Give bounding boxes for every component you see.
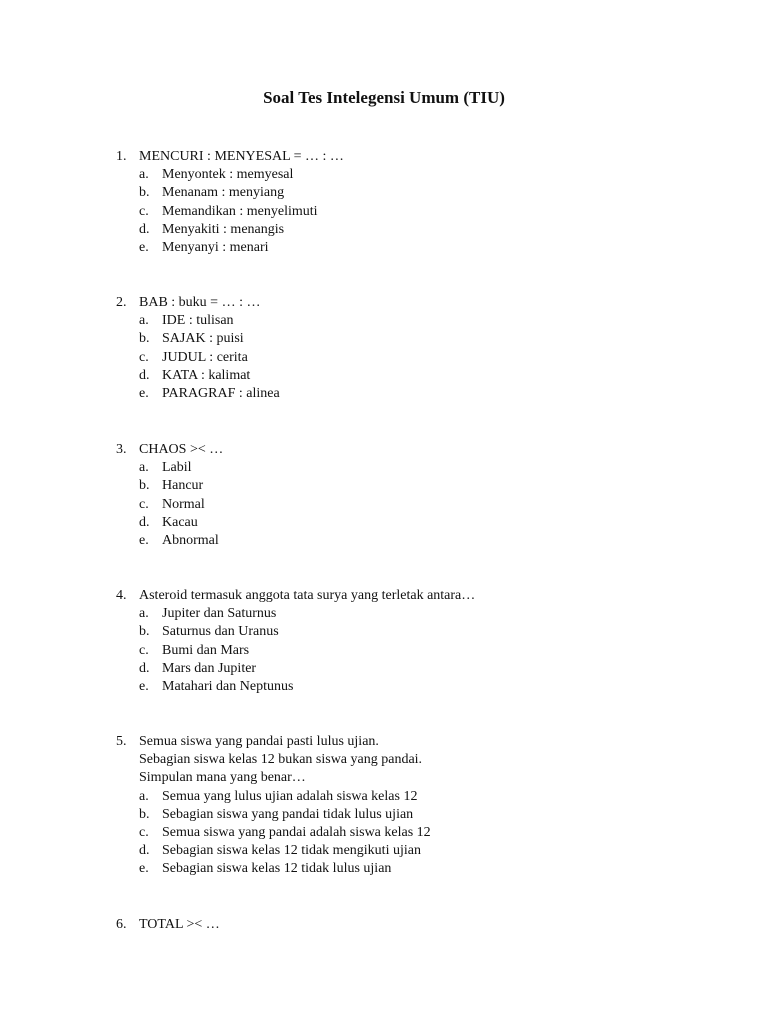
option-c: [116, 824, 676, 842]
option-letter: e.: [139, 240, 149, 256]
option-letter: e.: [139, 679, 149, 695]
option-text: Labil: [162, 460, 192, 476]
option-letter: a.: [139, 606, 149, 622]
question-1: [116, 148, 676, 257]
question-5: [116, 733, 676, 879]
option-letter: c.: [139, 825, 149, 841]
option-letter: c.: [139, 642, 149, 658]
option-a: [116, 788, 676, 806]
question-number: 2.: [116, 295, 127, 310]
option-text: SAJAK : puisi: [162, 331, 244, 347]
option-text: Menyontek : memyesal: [162, 167, 294, 183]
option-letter: d.: [139, 843, 150, 859]
question-number: 5.: [116, 734, 127, 749]
option-c: [116, 496, 676, 514]
question-text: MENCURI : MENYESAL = … : …: [139, 149, 344, 164]
option-text: Hancur: [162, 478, 204, 494]
option-b: [116, 623, 676, 641]
question-text: Semua siswa yang pandai pasti lulus ujian.: [139, 734, 379, 749]
option-d: [116, 221, 676, 239]
question-text: Asteroid termasuk anggota tata surya yang terletak antara…: [139, 588, 476, 603]
option-text: Matahari dan Neptunus: [162, 679, 294, 695]
question-text: CHAOS >< …: [139, 442, 224, 457]
option-letter: a.: [139, 167, 149, 183]
option-text: Sebagian siswa yang pandai tidak lulus ujian: [162, 806, 414, 822]
option-letter: e.: [139, 533, 149, 549]
option-text: Saturnus dan Uranus: [162, 624, 279, 640]
option-text: Menyanyi : menari: [162, 240, 269, 256]
option-c: [116, 642, 676, 660]
question-text: BAB : buku = … : …: [139, 295, 261, 310]
option-text: PARAGRAF : alinea: [162, 386, 280, 402]
question-stem: [116, 148, 676, 166]
option-letter: c.: [139, 496, 149, 512]
question-3: [116, 441, 676, 550]
option-b: [116, 477, 676, 495]
option-letter: c.: [139, 349, 149, 365]
question-stem: [116, 916, 676, 934]
option-b: [116, 806, 676, 824]
option-a: [116, 459, 676, 477]
question-stem: [116, 587, 676, 605]
option-text: Mars dan Jupiter: [162, 660, 257, 676]
option-letter: a.: [139, 460, 149, 476]
question-stem: [116, 294, 676, 312]
option-text: IDE : tulisan: [162, 313, 234, 329]
option-letter: b.: [139, 185, 150, 201]
question-number: 3.: [116, 442, 127, 457]
question-stem: [116, 441, 676, 459]
option-e: [116, 678, 676, 696]
option-letter: b.: [139, 331, 150, 347]
option-text: KATA : kalimat: [162, 367, 251, 383]
option-text: JUDUL : cerita: [162, 349, 248, 365]
option-letter: b.: [139, 624, 150, 640]
option-letter: b.: [139, 806, 150, 822]
question-number: 4.: [116, 588, 127, 603]
option-letter: e.: [139, 386, 149, 402]
option-b: [116, 330, 676, 348]
option-text: Menanam : menyiang: [162, 185, 285, 201]
option-text: Semua siswa yang pandai adalah siswa kelas 12: [162, 825, 431, 841]
question-4: [116, 587, 676, 696]
option-text: Kacau: [162, 514, 198, 530]
option-text: Memandikan : menyelimuti: [162, 203, 318, 219]
question-text-continued: Simpulan mana yang benar…: [139, 770, 306, 786]
option-text: Semua yang lulus ujian adalah siswa kelas 12: [162, 788, 418, 804]
question-text: TOTAL >< …: [139, 917, 220, 932]
option-letter: d.: [139, 660, 150, 676]
option-d: [116, 842, 676, 860]
option-letter: b.: [139, 478, 150, 494]
option-letter: a.: [139, 313, 149, 329]
question-number: 6.: [116, 917, 127, 932]
option-a: [116, 166, 676, 184]
option-letter: c.: [139, 203, 149, 219]
option-text: Sebagian siswa kelas 12 tidak mengikuti ujian: [162, 843, 421, 859]
option-letter: a.: [139, 788, 149, 804]
option-a: [116, 605, 676, 623]
option-e: [116, 385, 676, 403]
option-letter: e.: [139, 861, 149, 877]
option-text: Menyakiti : menangis: [162, 221, 285, 237]
question-2: [116, 294, 676, 403]
question-6: [116, 916, 676, 934]
option-e: [116, 860, 676, 878]
option-e: [116, 532, 676, 550]
option-text: Normal: [162, 496, 205, 512]
option-text: Abnormal: [162, 533, 219, 549]
option-text: Bumi dan Mars: [162, 642, 250, 658]
option-text: Jupiter dan Saturnus: [162, 606, 277, 622]
option-d: [116, 660, 676, 678]
option-letter: d.: [139, 221, 150, 237]
question-text-continued: Sebagian siswa kelas 12 bukan siswa yang pandai.: [139, 752, 423, 768]
option-b: [116, 184, 676, 202]
option-letter: d.: [139, 514, 150, 530]
option-letter: d.: [139, 367, 150, 383]
option-c: [116, 349, 676, 367]
option-a: [116, 312, 676, 330]
option-d: [116, 367, 676, 385]
option-c: [116, 203, 676, 221]
option-d: [116, 514, 676, 532]
question-stem: [116, 733, 676, 751]
document-title: Soal Tes Intelegensi Umum (TIU): [263, 88, 505, 107]
option-text: Sebagian siswa kelas 12 tidak lulus ujian: [162, 861, 392, 877]
option-e: [116, 239, 676, 257]
question-number: 1.: [116, 149, 127, 164]
